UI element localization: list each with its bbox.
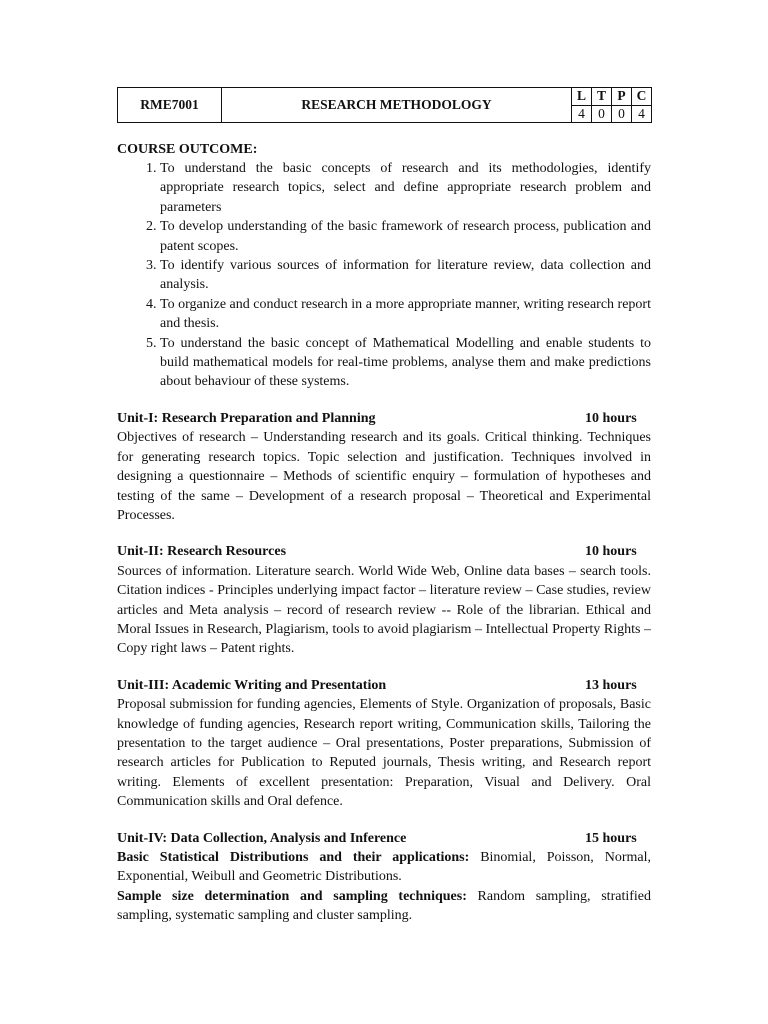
course-code: RME7001 xyxy=(118,88,222,123)
unit-heading xyxy=(117,542,651,561)
unit-3 xyxy=(117,676,651,812)
outcome-item: 1. To understand the basic concepts of research and its methodologies, identify appropriate research topics, select and define appropriate research problem and parameters xyxy=(160,159,651,217)
unit-2 xyxy=(117,542,651,658)
unit-hours: 15 hours xyxy=(585,830,637,846)
unit-1 xyxy=(117,409,651,525)
unit-hours: 13 hours xyxy=(585,677,637,693)
ltpc-value-p: 0 xyxy=(612,105,632,123)
section-text: Binomial, Poisson, Normal, Exponential, Weibull and Geometric Distributions. xyxy=(117,850,651,885)
ltpc-value-t: 0 xyxy=(592,105,612,123)
unit-4 xyxy=(117,829,651,926)
outcome-item: 2. To develop understanding of the basic framework of research process, publication and patent scopes. xyxy=(160,217,651,256)
unit-heading xyxy=(117,409,651,428)
course-outcome-list xyxy=(117,159,651,392)
unit-title: Unit-I: Research Preparation and Planning xyxy=(117,410,376,426)
syllabus-page xyxy=(117,87,651,926)
unit-hours: 10 hours xyxy=(585,544,637,560)
ltpc-value-c: 4 xyxy=(632,105,652,123)
unit-title: Unit-III: Academic Writing and Presentation xyxy=(117,677,387,693)
unit-body: Objectives of research – Understanding research and its goals. Critical thinking. Techniques for generating research topics. Topic selection and justification. Techniques involved in designing a questionnaire – Methods of scientific enquiry – formulation of hypotheses and testing of the same – Development of a research proposal – Theoretical and Experimental Processes. xyxy=(117,430,651,523)
unit-body: Proposal submission for funding agencies, Elements of Style. Organization of proposals, Basic knowledge of funding agencies, Research report writing, Communication skills, Tailoring the presentation to the target audience – Oral presentations, Poster preparations, Submission of research articles for Publication to Reputed journals, Thesis writing, and Research report writing. Elements of excellent presentation: Preparation, Visual and Delivery. Oral Communication skills and Oral defence. xyxy=(117,697,651,810)
section-lead: Basic Statistical Distributions and their applications: xyxy=(117,850,470,865)
ltpc-label-p: P xyxy=(612,88,632,106)
unit-hours: 10 hours xyxy=(585,410,637,426)
section-text: Random sampling, stratified sampling, systematic sampling and cluster sampling. xyxy=(117,888,651,924)
unit-body: Sources of information. Literature search. World Wide Web, Online data bases – search tools. Citation indices - Principles underlying impact factor – literature review – Case studies, review articles and Meta analysis – record of research review -- Role of the librarian. Ethical and Moral Issues in Research, Plagiarism, tools to avoid plagiarism – Intellectual Property Rights – Copy right laws – Patent rights. xyxy=(117,563,651,657)
unit-section xyxy=(117,848,651,887)
ltpc-label-t: T xyxy=(592,88,612,106)
outcome-item: 3. To identify various sources of information for literature review, data collection and analysis. xyxy=(160,256,651,295)
ltpc-label-l: L xyxy=(572,88,592,106)
unit-title: Unit-II: Research Resources xyxy=(117,544,287,560)
unit-heading xyxy=(117,676,651,695)
ltpc-label-c: C xyxy=(632,88,652,106)
ltpc-value-l: 4 xyxy=(572,105,592,123)
outcome-item: 5. To understand the basic concept of Mathematical Modelling and enable students to build mathematical models for real-time problems, analyse them and make predictions about behaviour of these systems. xyxy=(160,334,651,392)
unit-heading xyxy=(117,829,651,848)
course-header-table xyxy=(117,87,652,123)
unit-section xyxy=(117,887,651,926)
outcome-item: 4. To organize and conduct research in a more appropriate manner, writing research report and thesis. xyxy=(160,295,651,334)
course-outcome-title: COURSE OUTCOME: xyxy=(117,142,258,157)
unit-title: Unit-IV: Data Collection, Analysis and Inference xyxy=(117,830,407,846)
section-lead: Sample size determination and sampling techniques: xyxy=(117,888,467,904)
course-title: RESEARCH METHODOLOGY xyxy=(222,88,572,123)
